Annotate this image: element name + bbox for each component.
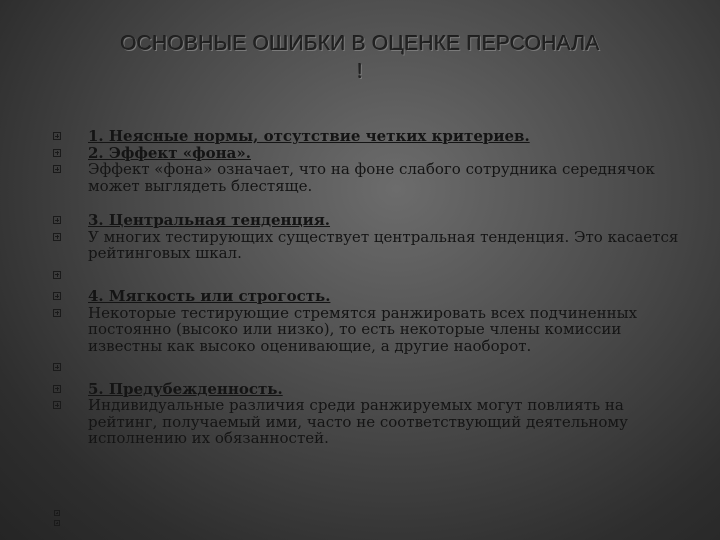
list-item <box>50 229 690 262</box>
list-item <box>50 305 690 355</box>
footer-bullets <box>54 510 60 530</box>
boxed-plus-icon <box>53 165 61 173</box>
item-heading: 3. Центральная тенденция. <box>88 211 331 229</box>
item-text: У многих тестирующих существует центральная тенденция. Это касается рейтинговых шкал. <box>88 227 679 262</box>
list-item <box>50 288 690 305</box>
boxed-plus-icon <box>53 309 61 317</box>
boxed-plus-icon <box>53 401 61 409</box>
boxed-plus-icon <box>53 149 61 157</box>
boxed-plus-icon <box>53 216 61 224</box>
item-heading: 1. Неясные нормы, отсутствие четких критериев. <box>88 127 530 145</box>
boxed-plus-icon <box>54 520 60 526</box>
boxed-plus-icon <box>53 292 61 300</box>
boxed-plus-icon <box>54 510 60 516</box>
slide-title-line-1: ОСНОВНЫЕ ОШИБКИ В ОЦЕНКЕ ПЕРСОНАЛА <box>120 32 600 55</box>
list-item <box>50 128 690 145</box>
item-text: Индивидуальные различия среди ранжируемых могут повлиять на рейтинг, получаемый ими, часто не соответствующий деятельному исполнению их обязанностей. <box>88 396 628 447</box>
boxed-plus-icon <box>53 385 61 393</box>
list-item <box>50 267 690 284</box>
list-item <box>50 359 690 376</box>
slide-title <box>60 30 660 86</box>
item-text: Эффект «фона» означает, что на фоне слабого сотрудника середнячок может выглядеть блестяще. <box>88 160 655 195</box>
boxed-plus-icon <box>53 271 61 279</box>
boxed-plus-icon <box>53 363 61 371</box>
list-item <box>50 381 690 398</box>
list-item <box>50 397 690 447</box>
item-heading: 2. Эффект «фона». <box>88 143 251 162</box>
bullet-list <box>50 128 690 447</box>
item-heading: 5. Предубежденность. <box>88 379 283 398</box>
item-text: Некоторые тестирующие стремятся ранжировать всех подчиненных постоянно (высоко или низко), то есть некоторые члены комиссии известны как высоко оценивающие, а другие наоборот. <box>88 303 638 355</box>
list-item <box>50 161 690 194</box>
boxed-plus-icon <box>53 233 61 241</box>
slide-title-line-2: ! <box>356 60 364 83</box>
list-item <box>50 145 690 162</box>
item-heading: 4. Мягкость или строгость. <box>88 287 331 305</box>
list-item <box>50 212 690 229</box>
boxed-plus-icon <box>53 132 61 140</box>
